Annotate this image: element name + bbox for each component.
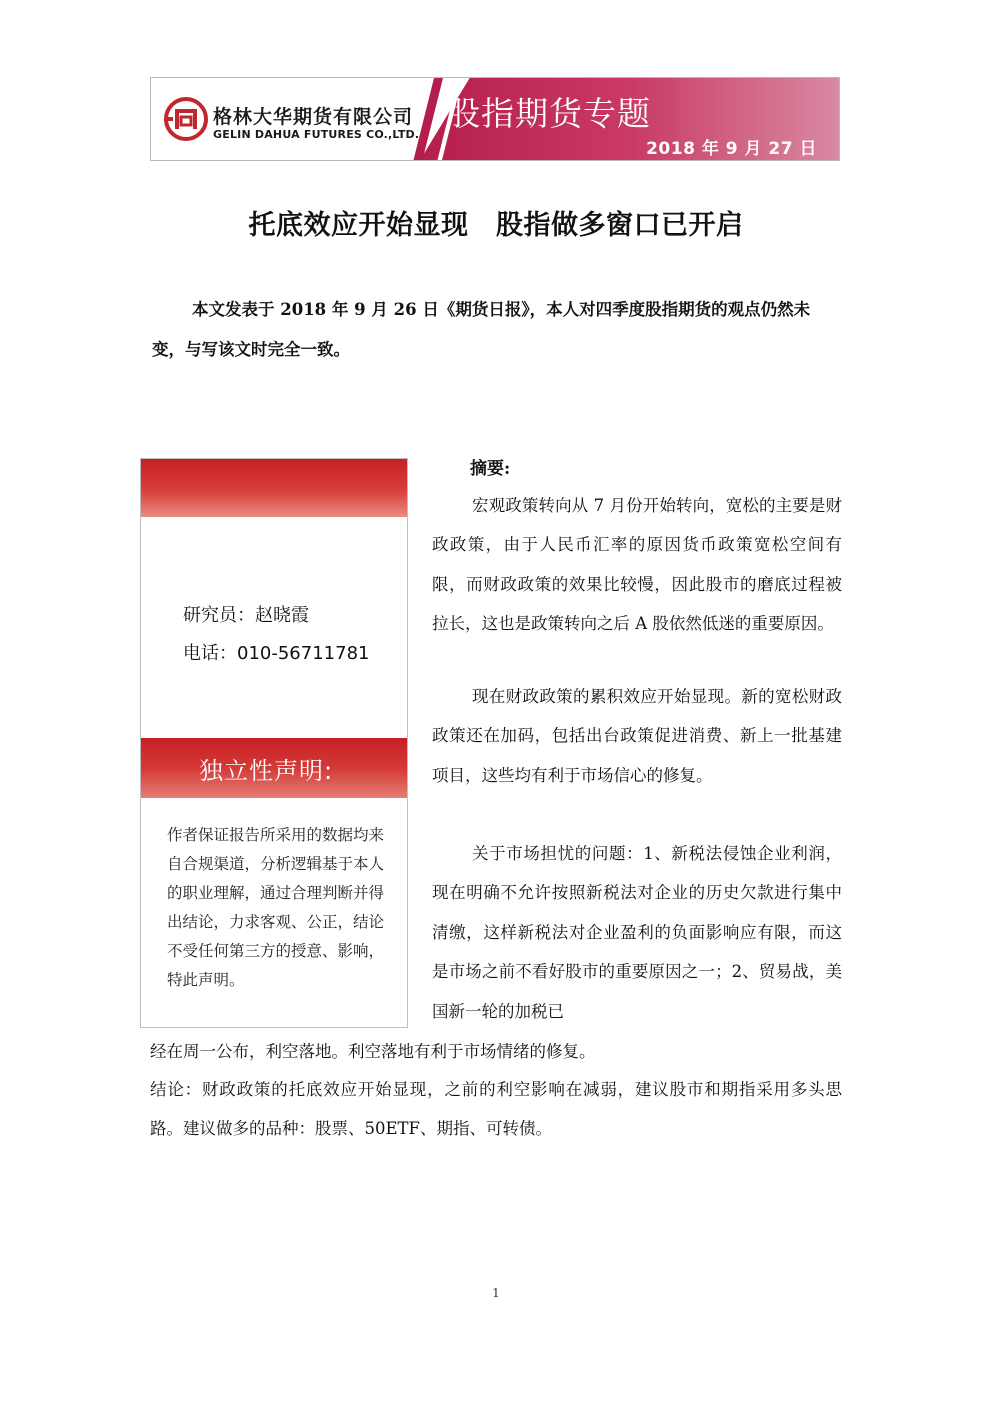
report-topic: 股指期货专题: [447, 94, 651, 133]
conclusion-paragraph: 结论：财政政策的托底效应开始显现，之前的利空影响在减弱，建议股市和期指采用多头思路。建议做多的品种：股票、50ETF、期指、可转债。: [150, 1080, 842, 1138]
statement-body: 作者保证报告所采用的数据均来自合规渠道，分析逻辑基于本人的职业理解，通过合理判断并得出结论，力求客观、公正，结论不受任何第三方的授意、影响，特此声明。: [167, 826, 385, 989]
abstract-paragraph-2: 现在财政政策的累积效应开始显现。新的宽松财政政策还在加码，包括出台政策促进消费、新上一批基建项目，这些均有利于市场信心的修复。: [432, 687, 842, 785]
abstract-label: 摘要:: [470, 459, 511, 479]
researcher-phone: 电话：010-56711781: [183, 643, 370, 664]
document-title: 托底效应开始显现 股指做多窗口已开启: [248, 210, 744, 241]
page-number: 1: [492, 1286, 500, 1300]
company-seal-icon: [163, 96, 209, 142]
company-name-en: GELIN DAHUA FUTURES CO.,LTD.: [213, 128, 420, 141]
researcher-name: 研究员：赵晓霞: [183, 605, 309, 626]
report-date: 2018 年 9 月 27 日: [646, 139, 817, 159]
researcher-card: [140, 458, 408, 1028]
card-top-band: [141, 459, 407, 517]
abstract-paragraph-3-continued: 经在周一公布，利空落地。利空落地有利于市场情绪的修复。: [150, 1042, 596, 1061]
abstract-paragraph-3: 关于市场担忧的问题：1、新税法侵蚀企业利润，现在明确不允许按照新税法对企业的历史欠款进行集中清缴，这样新税法对企业盈利的负面影响应有限，而这是市场之前不看好股市的重要原因之一；2、贸易战，美国新一轮的加税已: [432, 844, 842, 1021]
abstract-paragraph-1: 宏观政策转向从 7 月份开始转向，宽松的主要是财政政策，由于人民币汇率的原因货币政策宽松空间有限，而财政政策的效果比较慢，因此股市的磨底过程被拉长，这也是政策转向之后 A 股依然低迷的重要原因。: [432, 496, 842, 634]
statement-title: 独立性声明:: [199, 757, 334, 785]
intro-paragraph: 本文发表于 2018 年 9 月 26 日《期货日报》，本人对四季度股指期货的观点仍然未变，与写该文时完全一致。: [152, 300, 811, 359]
company-name-cn: 格林大华期货有限公司: [213, 106, 414, 128]
researcher-info: [183, 597, 369, 673]
header-banner: [150, 77, 840, 161]
